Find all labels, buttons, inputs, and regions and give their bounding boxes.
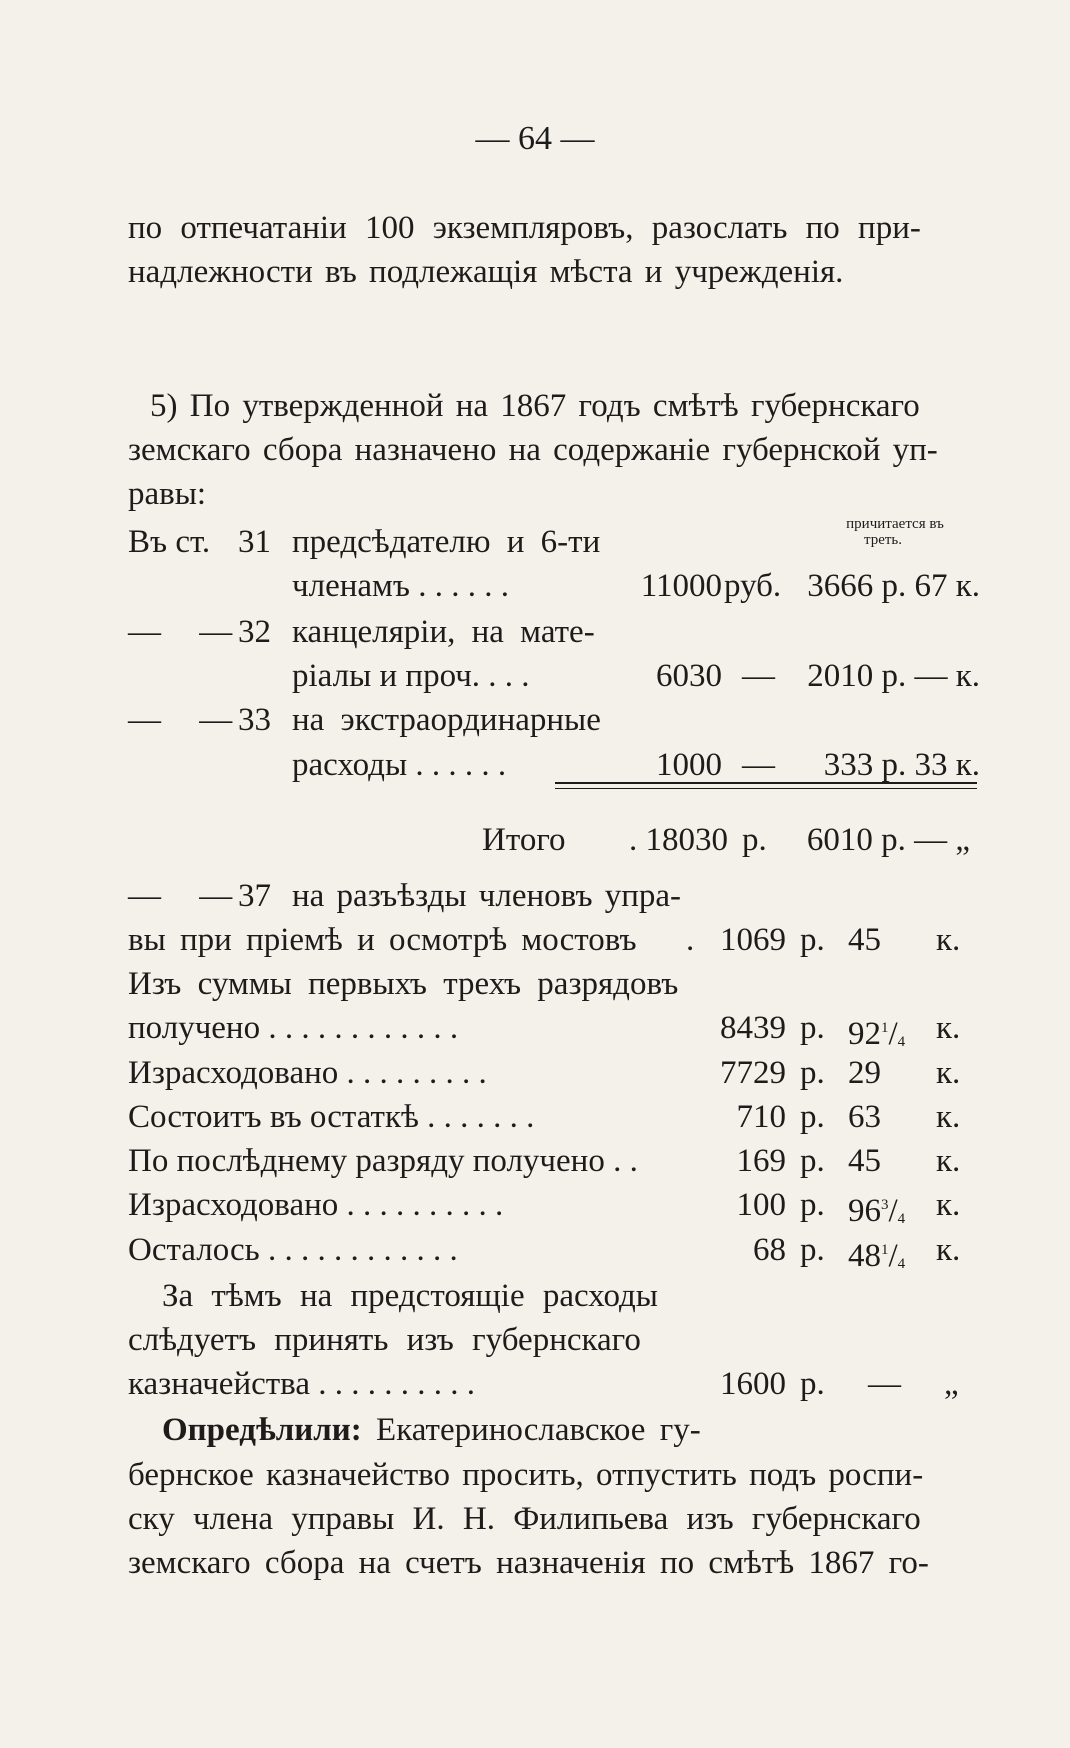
summary-k: к. — [936, 1010, 961, 1046]
expenses-rub: 1600 — [720, 1366, 786, 1402]
art33-amount: 1000 — [656, 747, 722, 783]
art32-dash: — — — [128, 614, 233, 650]
total-rule — [555, 782, 977, 784]
art32-text-1: канцеляріи, на мате- — [292, 614, 595, 650]
total-third: 6010 р. — „ — [806, 822, 970, 858]
art37-r: р. — [800, 922, 825, 958]
summary-label: Осталось . . . . . . . . . . . . — [128, 1232, 458, 1268]
summary-kop: $48^1/_4$ — [848, 1238, 906, 1274]
summary-rub: 8439 — [720, 1010, 786, 1046]
art33-text-1: на экстраординарные — [292, 702, 601, 738]
total-amount: . 18030 — [629, 822, 728, 858]
summary-k: к. — [936, 1143, 961, 1179]
expenses-k: „ — [944, 1366, 959, 1402]
resolution-label: Опредѣлили: — [162, 1412, 362, 1448]
summary-kop: 29 — [848, 1055, 881, 1091]
intro-line-1: по отпечатаніи 100 экземпляровъ, разослать по при- — [128, 210, 921, 246]
art31-text-1: предсѣдателю и 6-ти — [292, 524, 601, 560]
art37-dot: . — [686, 922, 695, 958]
art37-text-2: вы при пріемѣ и осмотрѣ мостовъ — [128, 922, 637, 958]
art31-amount: 11000 — [640, 568, 722, 604]
resolution-first: Екатеринославское гу- — [376, 1412, 701, 1448]
page-number: — 64 — — [475, 120, 595, 157]
art32-third: 2010 р. — к. — [807, 658, 980, 694]
summary-intro: Изъ суммы первыхъ трехъ разрядовъ — [128, 966, 679, 1002]
art32-num: 32 — [238, 614, 271, 650]
expenses-line-1: За тѣмъ на предстоящіе расходы — [162, 1278, 658, 1314]
para5-line-3: равы: — [128, 476, 207, 512]
summary-label: Израсходовано . . . . . . . . . — [128, 1055, 487, 1091]
resolution-line-3: ску члена управы И. Н. Филипьева изъ губернскаго — [128, 1501, 921, 1537]
third-note-line-1: причитается въ — [846, 516, 944, 532]
art32-text-2: ріалы и проч. . . . — [292, 658, 530, 694]
summary-r: р. — [800, 1055, 825, 1091]
art37-rub: 1069 — [720, 922, 786, 958]
art33-unit: — — [742, 747, 775, 783]
art31-third: 3666 р. 67 к. — [807, 568, 980, 604]
intro-line-2: надлежности въ подлежащія мѣста и учрежденія. — [128, 254, 844, 290]
summary-kop: 63 — [848, 1099, 881, 1135]
art37-dash: — — — [128, 878, 233, 914]
art32-unit: — — [742, 658, 775, 694]
summary-kop: $92^1/_4$ — [848, 1016, 906, 1052]
resolution-line-1 — [162, 1410, 701, 1450]
resolution-line-2: бернское казначейство просить, отпустить подъ роспи- — [128, 1457, 924, 1493]
expenses-line-2: слѣдуетъ принять изъ губернскаго — [128, 1322, 641, 1358]
expenses-kop: — — [868, 1366, 901, 1402]
art32-amount: 6030 — [656, 658, 722, 694]
summary-kop: 45 — [848, 1143, 881, 1179]
summary-rub: 169 — [736, 1143, 786, 1179]
expenses-label: казначейства . . . . . . . . . . — [128, 1366, 475, 1402]
summary-rub: 68 — [753, 1232, 786, 1268]
art31-text-2: членамъ . . . . . . — [292, 568, 509, 604]
third-note — [800, 516, 990, 548]
para5-line-1: 5) По утвержденной на 1867 годъ смѣтѣ губернскаго — [150, 388, 920, 424]
expenses-r: р. — [800, 1366, 825, 1402]
art31-unit: руб. — [724, 568, 782, 604]
total-rule-thin — [555, 788, 977, 789]
summary-r: р. — [800, 1099, 825, 1135]
art37-text-1: на разъѣзды членовъ упра- — [292, 878, 682, 914]
summary-rub: 710 — [736, 1099, 786, 1135]
summary-k: к. — [936, 1055, 961, 1091]
para5-line-2: земскаго сбора назначено на содержаніе губернской уп- — [128, 432, 938, 468]
summary-r: р. — [800, 1143, 825, 1179]
summary-r: р. — [800, 1010, 825, 1046]
summary-r: р. — [800, 1187, 825, 1223]
total-label: Итого — [482, 822, 566, 858]
third-note-line-2: треть. — [863, 532, 903, 548]
art33-dash: — — — [128, 702, 233, 738]
summary-label: получено . . . . . . . . . . . . — [128, 1010, 459, 1046]
summary-kop: $96^3/_4$ — [848, 1193, 906, 1229]
art33-third: 333 р. 33 к. — [823, 747, 980, 783]
summary-label: Израсходовано . . . . . . . . . . — [128, 1187, 504, 1223]
art37-kop: 45 — [848, 922, 881, 958]
art31-prefix: Въ ст. — [128, 524, 211, 560]
art33-num: 33 — [238, 702, 271, 738]
summary-rub: 7729 — [720, 1055, 786, 1091]
art37-num: 37 — [238, 878, 271, 914]
resolution-line-4: земскаго сбора на счетъ назначенія по смѣтѣ 1867 го- — [128, 1545, 929, 1581]
summary-rub: 100 — [736, 1187, 786, 1223]
summary-r: р. — [800, 1232, 825, 1268]
art31-num: 31 — [238, 524, 271, 560]
summary-label: По послѣднему разряду получено . . — [128, 1143, 638, 1179]
art33-text-2: расходы . . . . . . — [292, 747, 507, 783]
summary-k: к. — [936, 1232, 961, 1268]
art37-k: к. — [936, 922, 961, 958]
summary-k: к. — [936, 1187, 961, 1223]
summary-label: Состоитъ въ остаткѣ . . . . . . . — [128, 1099, 535, 1135]
summary-k: к. — [936, 1099, 961, 1135]
total-unit: р. — [742, 822, 767, 858]
